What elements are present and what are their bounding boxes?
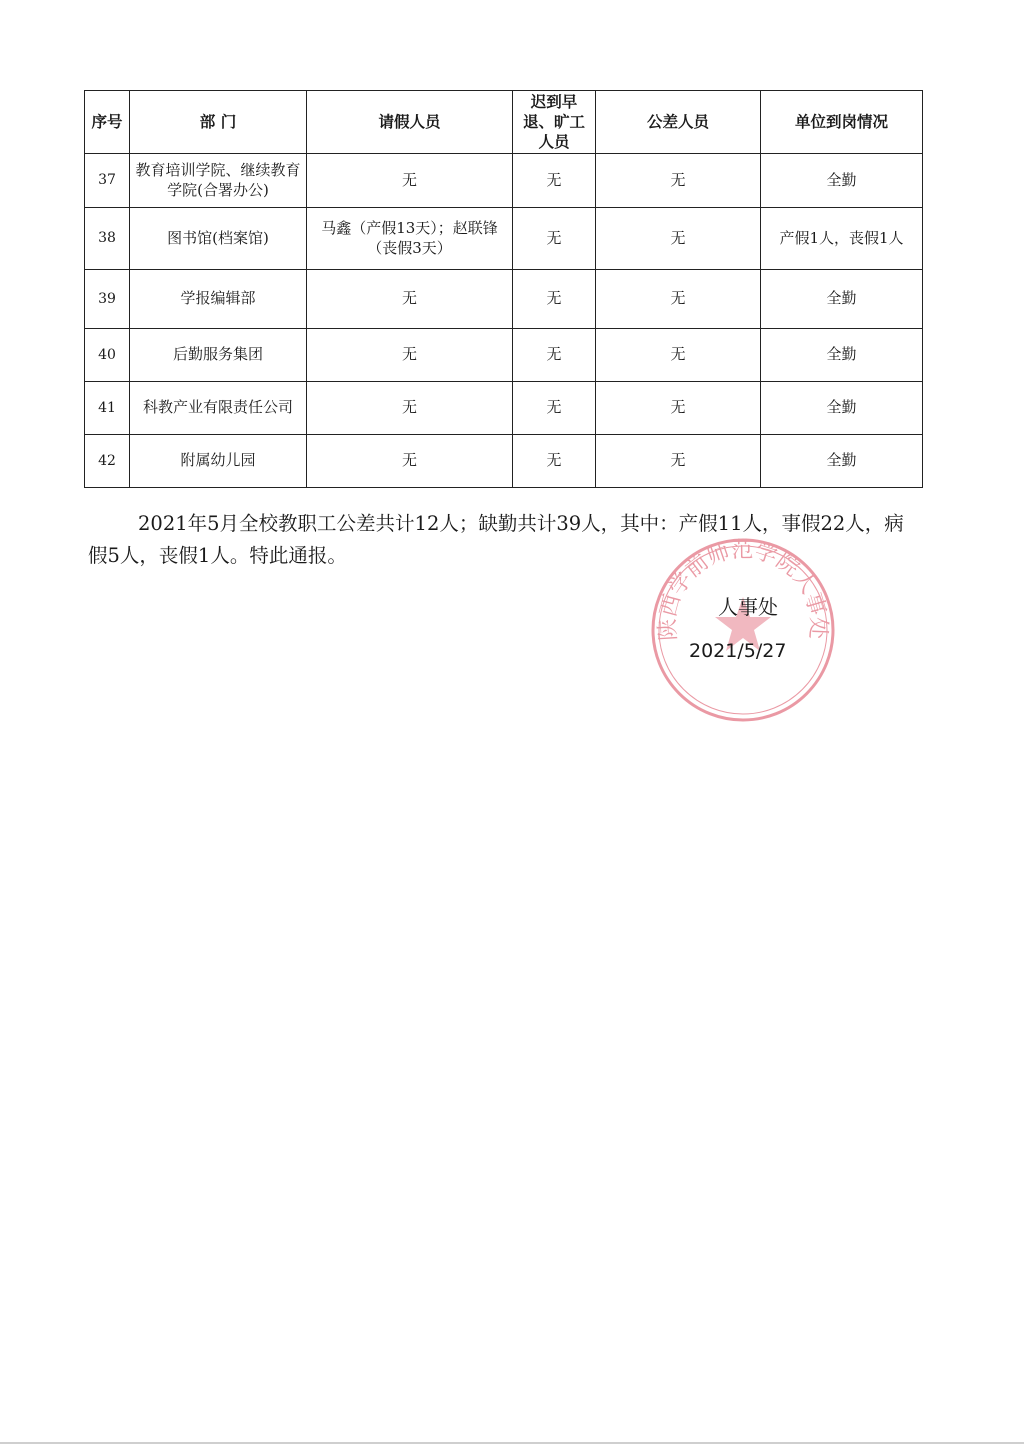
cell-no: 40 [85, 329, 130, 382]
cell-status: 全勤 [761, 435, 923, 488]
table-row [85, 154, 923, 208]
cell-no: 41 [85, 382, 130, 435]
cell-leave: 无 [307, 435, 513, 488]
cell-leave: 无 [307, 154, 513, 208]
cell-late: 无 [513, 382, 596, 435]
page-bottom-rule [0, 1442, 1024, 1444]
cell-trip: 无 [596, 270, 761, 329]
header-leave: 请假人员 [307, 91, 513, 154]
cell-no: 37 [85, 154, 130, 208]
cell-dept: 学报编辑部 [130, 270, 307, 329]
signature-date: 2021/5/27 [689, 640, 787, 662]
table-row [85, 435, 923, 488]
table-row [85, 208, 923, 270]
signature-office: 人事处 [718, 595, 778, 619]
cell-late: 无 [513, 154, 596, 208]
cell-trip: 无 [596, 329, 761, 382]
header-late: 迟到早退、旷工人员 [513, 91, 596, 154]
cell-late: 无 [513, 270, 596, 329]
cell-late: 无 [513, 208, 596, 270]
cell-dept: 教育培训学院、继续教育学院(合署办公) [130, 154, 307, 208]
cell-status: 全勤 [761, 154, 923, 208]
cell-dept: 后勤服务集团 [130, 329, 307, 382]
cell-trip: 无 [596, 435, 761, 488]
cell-status: 产假1人，丧假1人 [761, 208, 923, 270]
header-dept: 部 门 [130, 91, 307, 154]
table-row [85, 270, 923, 329]
attendance-table [84, 90, 923, 488]
cell-leave: 无 [307, 382, 513, 435]
cell-trip: 无 [596, 208, 761, 270]
table-row [85, 329, 923, 382]
cell-late: 无 [513, 329, 596, 382]
table-row [85, 382, 923, 435]
cell-late: 无 [513, 435, 596, 488]
cell-leave: 马鑫（产假13天）；赵联锋（丧假3天） [307, 208, 513, 270]
cell-trip: 无 [596, 382, 761, 435]
cell-leave: 无 [307, 270, 513, 329]
cell-status: 全勤 [761, 382, 923, 435]
cell-dept: 附属幼儿园 [130, 435, 307, 488]
header-status: 单位到岗情况 [761, 91, 923, 154]
header-trip: 公差人员 [596, 91, 761, 154]
cell-no: 42 [85, 435, 130, 488]
cell-leave: 无 [307, 329, 513, 382]
cell-status: 全勤 [761, 270, 923, 329]
cell-dept: 科教产业有限责任公司 [130, 382, 307, 435]
cell-trip: 无 [596, 154, 761, 208]
table-header-row [85, 91, 923, 154]
cell-no: 38 [85, 208, 130, 270]
svg-text:陕西学前师范学院人事处: 陕西学前师范学院人事处 [655, 537, 831, 642]
cell-status: 全勤 [761, 329, 923, 382]
header-no: 序号 [85, 91, 130, 154]
summary-paragraph: 2021年5月全校教职工公差共计12人；缺勤共计39人，其中：产假11人，事假22人，病假5人，丧假1人。特此通报。 [88, 512, 904, 567]
cell-no: 39 [85, 270, 130, 329]
cell-dept: 图书馆(档案馆) [130, 208, 307, 270]
